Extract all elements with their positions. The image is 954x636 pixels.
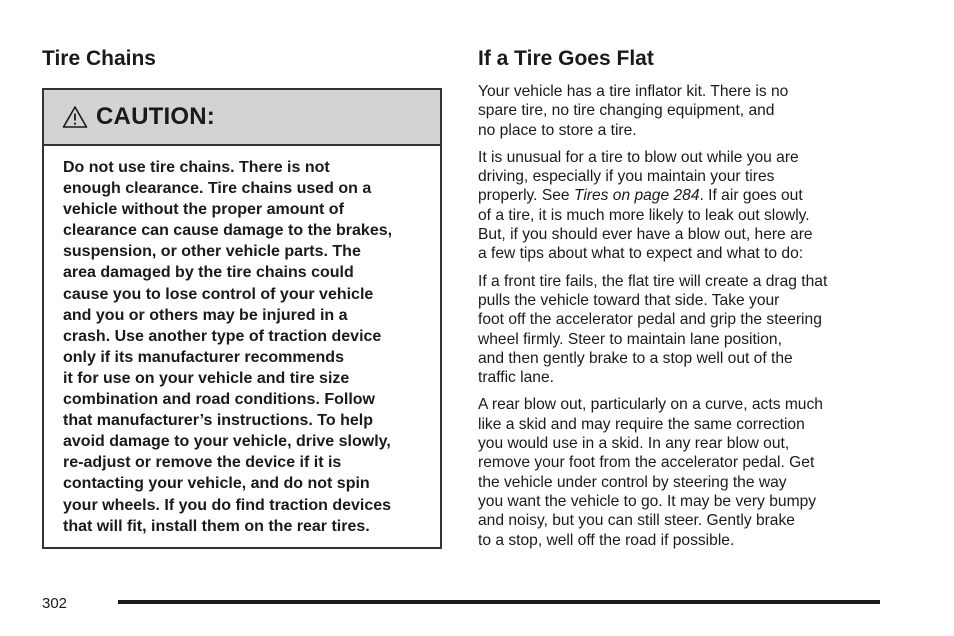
caution-line: your wheels. If you do find traction devices <box>63 496 392 514</box>
text-line: It is unusual for a tire to blow out while you are <box>478 148 799 166</box>
text-fragment: . If air goes out <box>699 187 803 205</box>
caution-line: that manufacturer’s instructions. To help <box>63 412 373 430</box>
caution-line: only if its manufacturer recommends <box>63 348 344 366</box>
page-number: 302 <box>42 595 68 612</box>
text-line: and then gently brake to a stop well out of the <box>478 349 793 367</box>
text-line: driving, especially if you maintain your tires <box>478 168 775 186</box>
caution-line: clearance can cause damage to the brakes, <box>63 222 393 240</box>
caution-line: Do not use tire chains. There is not <box>63 159 330 176</box>
text-line: you want the vehicle to go. It may be very bumpy <box>478 492 817 510</box>
text-line: the vehicle under control by steering the way <box>478 473 787 491</box>
paragraph-front-tire <box>478 272 898 388</box>
text-line: If a front tire fails, the flat tire will create a drag that <box>478 272 828 290</box>
text-line: traffic lane. <box>478 369 554 387</box>
caution-title: CAUTION: <box>96 103 215 130</box>
caution-line: it for use on your vehicle and tire size <box>63 369 350 387</box>
text-line: foot off the accelerator pedal and grip the steering <box>478 311 822 329</box>
text-line: A rear blow out, particularly on a curve, acts much <box>478 396 823 414</box>
text-line: of a tire, it is much more likely to leak out slowly. <box>478 206 810 224</box>
footer-rule <box>118 600 880 604</box>
text-line: But, if you should ever have a blow out, here are <box>478 226 813 244</box>
caution-text <box>63 157 433 537</box>
warning-triangle-icon <box>62 105 88 129</box>
caution-line: cause you to lose control of your vehicle <box>63 285 374 303</box>
text-line <box>478 186 898 205</box>
caution-box <box>42 88 442 549</box>
caution-line: area damaged by the tire chains could <box>63 264 354 282</box>
text-line: no place to store a tire. <box>478 121 637 139</box>
caution-line: contacting your vehicle, and do not spin <box>63 475 370 493</box>
text-line: pulls the vehicle toward that side. Take your <box>478 291 780 309</box>
caution-line: re-adjust or remove the device if it is <box>63 454 342 472</box>
caution-line: combination and road conditions. Follow <box>63 391 375 409</box>
text-fragment: properly. See <box>478 187 574 205</box>
text-line: and noisy, but you can still steer. Gently brake <box>478 512 795 530</box>
text-line: like a skid and may require the same correction <box>478 415 805 433</box>
tire-chains-heading: Tire Chains <box>42 47 156 70</box>
caution-line: and you or others may be injured in a <box>63 306 348 324</box>
caution-line: that will fit, install them on the rear tires. <box>63 517 370 535</box>
paragraph-blow-out <box>478 148 898 264</box>
caution-line: enough clearance. Tire chains used on a <box>63 180 372 198</box>
caution-header <box>44 90 440 146</box>
caution-line: suspension, or other vehicle parts. The <box>63 243 361 261</box>
caution-line: vehicle without the proper amount of <box>63 201 344 219</box>
text-line: remove your foot from the accelerator pedal. Get <box>478 454 815 472</box>
caution-line: avoid damage to your vehicle, drive slowly, <box>63 433 391 451</box>
flat-tire-section <box>478 82 898 558</box>
text-line: wheel firmly. Steer to maintain lane position, <box>478 330 782 348</box>
paragraph-rear-tire <box>478 395 898 549</box>
caution-line: crash. Use another type of traction device <box>63 327 382 345</box>
text-line: Your vehicle has a tire inflator kit. There is no <box>478 83 789 100</box>
text-line: you would use in a skid. In any rear blow out, <box>478 435 790 453</box>
text-line: spare tire, no tire changing equipment, and <box>478 102 775 120</box>
paragraph-tire-inflator <box>478 82 898 140</box>
tires-page-reference: Tires on page 284 <box>573 187 700 205</box>
flat-tire-heading: If a Tire Goes Flat <box>478 47 654 70</box>
text-line: a few tips about what to expect and what to do: <box>478 245 804 263</box>
text-line: to a stop, well off the road if possible. <box>478 531 735 549</box>
